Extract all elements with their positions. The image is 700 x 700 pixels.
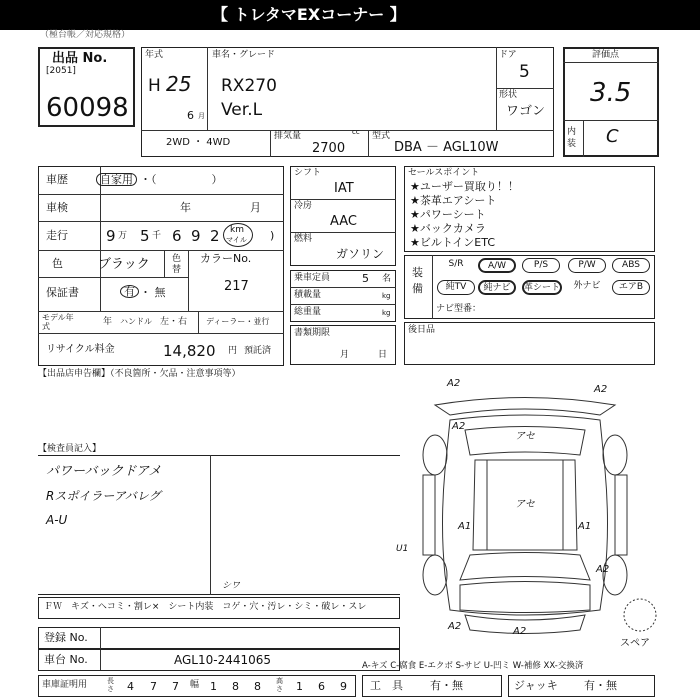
displacement-value: 2700: [312, 141, 346, 156]
cert-hgt-2: 6: [318, 680, 325, 693]
recycle-unit: 円: [228, 346, 238, 356]
shift-label: シフト: [294, 168, 322, 178]
mileage-label: 走行: [46, 229, 68, 242]
recycle-label: リサイクル料金: [46, 344, 115, 355]
notice-label: 【出品店申告欄】（不良箇所・欠品・注意事項等）: [38, 369, 241, 379]
sales-point-4: ★バックカメラ: [410, 222, 486, 235]
mileage-d5: 2: [210, 227, 220, 245]
reg-label: 登録 No.: [44, 631, 88, 644]
sales-point-3: ★パワーシート: [410, 208, 486, 221]
mark-a2-6: A2: [513, 626, 527, 637]
load-label: 積載量: [294, 290, 322, 300]
spare-label: スペア: [620, 638, 650, 649]
score-label: 評価点: [592, 50, 620, 60]
mark-ase-2: アセ: [515, 499, 535, 510]
lot-sub: [2051]: [46, 66, 76, 76]
cert-wid-label: 幅: [190, 680, 200, 690]
left-info-table: [38, 166, 284, 366]
mileage-d1: 9: [106, 227, 116, 245]
color-no-label: カラーNo.: [200, 252, 252, 265]
mileage-u2: 千: [152, 231, 162, 241]
recycle-value: 14,820: [163, 342, 216, 360]
year-label: 年式: [145, 50, 164, 60]
load-unit: kg: [382, 292, 391, 300]
mileage-d4: 9: [191, 227, 201, 245]
cert-len-1: 4: [127, 680, 134, 693]
displacement-label: 排気量: [274, 131, 302, 141]
inspection-year: 年: [180, 201, 191, 214]
weight-unit: kg: [382, 309, 391, 317]
cert-len-label: 長さ: [107, 677, 114, 693]
inspector-label: 【検査員記入】: [38, 444, 102, 454]
mileage-mile: マイル: [226, 236, 247, 244]
mark-a2-2: A2: [594, 384, 608, 395]
inspection-label: 車検: [46, 201, 68, 214]
interior-label: 内装: [567, 127, 577, 149]
shape-value: ワゴン: [506, 104, 546, 119]
color-no: 217: [224, 279, 249, 294]
mark-a2-3: A2: [452, 421, 466, 432]
color-label: 色: [52, 257, 63, 270]
fw-note: シワ: [222, 581, 241, 591]
shift-value: IAT: [334, 181, 354, 196]
header-title: 【 トレタマEXコーナー 】: [212, 5, 406, 24]
mark-u1: U1: [396, 544, 409, 554]
dealer-label: ディーラー・並行: [206, 317, 270, 326]
cert-hgt-1: 1: [296, 680, 303, 693]
month-value: 6: [187, 109, 194, 122]
equip-label: 装備: [412, 266, 423, 295]
drive-options: 2WD ・ 4WD: [166, 137, 231, 148]
mark-a2-1: A2: [447, 378, 461, 389]
car-damage-diagram: [395, 375, 665, 645]
color-change: 色替: [172, 254, 182, 275]
model-year-unit: 年: [103, 317, 113, 327]
door-label: ドア: [499, 50, 517, 60]
warranty-rest: ・ 無: [140, 286, 166, 299]
reg-row: [38, 627, 400, 649]
after-items-box: [404, 322, 655, 365]
sales-point-2: ★茶革エアシート: [410, 194, 497, 207]
year-value: 25: [166, 72, 192, 96]
tools-value: 有・無: [430, 679, 463, 692]
door-value: 5: [519, 62, 530, 82]
jack-label: ジャッキ: [514, 679, 558, 692]
lot-label: 出品 No.: [52, 51, 108, 66]
history-label: 車歴: [46, 173, 68, 186]
cert-hgt-label: 高さ: [276, 677, 283, 693]
interior-value: C: [606, 126, 619, 147]
sales-point-5: ★ビルトインETC: [410, 236, 496, 249]
equip-ps: P/S: [522, 258, 560, 273]
mileage-paren: ): [270, 229, 275, 242]
shape-label: 形状: [499, 90, 518, 100]
mark-ase-1: アセ: [515, 431, 535, 442]
doc-month: 月: [340, 350, 350, 360]
after-label: 後日品: [408, 325, 436, 335]
inspector-line-2: Rスポイラーアバレグ: [46, 489, 161, 503]
jack-value: 有・無: [584, 679, 617, 692]
ac-label: 冷房: [294, 201, 313, 211]
equip-sr: S/R: [448, 259, 464, 269]
history-value: 自家用: [96, 173, 137, 186]
era: H: [148, 76, 161, 96]
top-note: （極台帳／対応規格）: [40, 30, 131, 40]
capacity-label: 乗車定員: [294, 273, 331, 283]
handle-label: ハンドル: [120, 317, 152, 326]
sales-point-1: ★ユーザー買取り！！: [410, 180, 519, 193]
weight-label: 総重量: [294, 307, 322, 317]
cert-wid-2: 8: [232, 680, 239, 693]
equip-navi: 純ナビ: [478, 280, 516, 295]
equip-aw: A/W: [478, 258, 516, 273]
ac-value: AAC: [330, 214, 357, 229]
chassis-label: 車台 No.: [44, 653, 88, 666]
mileage-u1: 万: [118, 231, 128, 241]
score-value: 3.5: [590, 78, 632, 108]
inspector-line-1: パワーバックドアメ: [46, 464, 162, 479]
cert-wid-1: 1: [210, 680, 217, 693]
fw-text: ＦＷ キズ・ヘコミ・割レ× シート内装 コゲ・穴・汚レ・シミ・破レ・スレ: [44, 602, 367, 612]
mileage-d3: 6: [172, 227, 182, 245]
history-rest: ・（ ）: [140, 173, 223, 186]
equip-abs: ABS: [612, 258, 650, 273]
legend-text: A-キズ C-腐食 E-エクボ S-サビ U-凹ミ W-補修 XX-交換済: [362, 661, 584, 671]
fuel-label: 燃料: [294, 234, 313, 244]
equip-airbag: エアB: [612, 280, 650, 295]
doc-day: 日: [378, 350, 388, 360]
handle-opts: 左・右: [160, 317, 188, 327]
mark-a1-1: A1: [458, 521, 472, 532]
model-label: 型式: [372, 131, 391, 141]
cert-wid-3: 8: [254, 680, 261, 693]
capacity-unit: 名: [382, 274, 392, 284]
sales-label: セールスポイント: [408, 168, 480, 178]
mark-a2-5: A2: [448, 621, 462, 632]
equip-leather: 革シート: [522, 280, 562, 295]
recycle-note: 預託済: [244, 346, 272, 356]
month-unit: 月: [198, 112, 205, 120]
inspection-month: 月: [250, 201, 261, 214]
tools-label: 工 具: [370, 679, 403, 692]
cert-label: 車庫証明用: [42, 680, 88, 690]
doc-label: 書類期限: [294, 328, 331, 338]
mark-a1-2: A1: [578, 521, 592, 532]
warranty-label: 保証書: [46, 286, 79, 299]
displacement-unit: cc: [352, 128, 360, 136]
mileage-d2: 5: [140, 227, 150, 245]
inspector-line-3: A-U: [46, 513, 68, 527]
cert-len-3: 7: [172, 680, 179, 693]
model-code: DBA － AGL10W: [394, 140, 499, 155]
model-year-label: モデル年式: [42, 313, 74, 331]
capacity-value: 5: [362, 272, 369, 285]
equip-tv: 純TV: [437, 280, 475, 295]
car-label: 車名・グレード: [212, 50, 276, 60]
car-name: RX270: [221, 76, 277, 96]
cert-len-2: 7: [150, 680, 157, 693]
mark-a2-4: A2: [596, 564, 610, 575]
warranty-yes: 有: [120, 285, 139, 298]
fuel-value: ガソリン: [336, 247, 385, 261]
mileage-km: km: [230, 225, 244, 235]
cert-hgt-3: 9: [340, 680, 347, 693]
equip-ext-navi: 外ナビ: [573, 281, 601, 291]
lot-number: 60098: [46, 93, 129, 123]
navi-label: ナビ型番：: [436, 304, 482, 314]
grade: Ver.L: [221, 100, 263, 120]
color-value: ブラック: [98, 257, 150, 272]
equip-pw: P/W: [568, 258, 606, 273]
chassis-value: AGL10-2441065: [174, 653, 272, 667]
